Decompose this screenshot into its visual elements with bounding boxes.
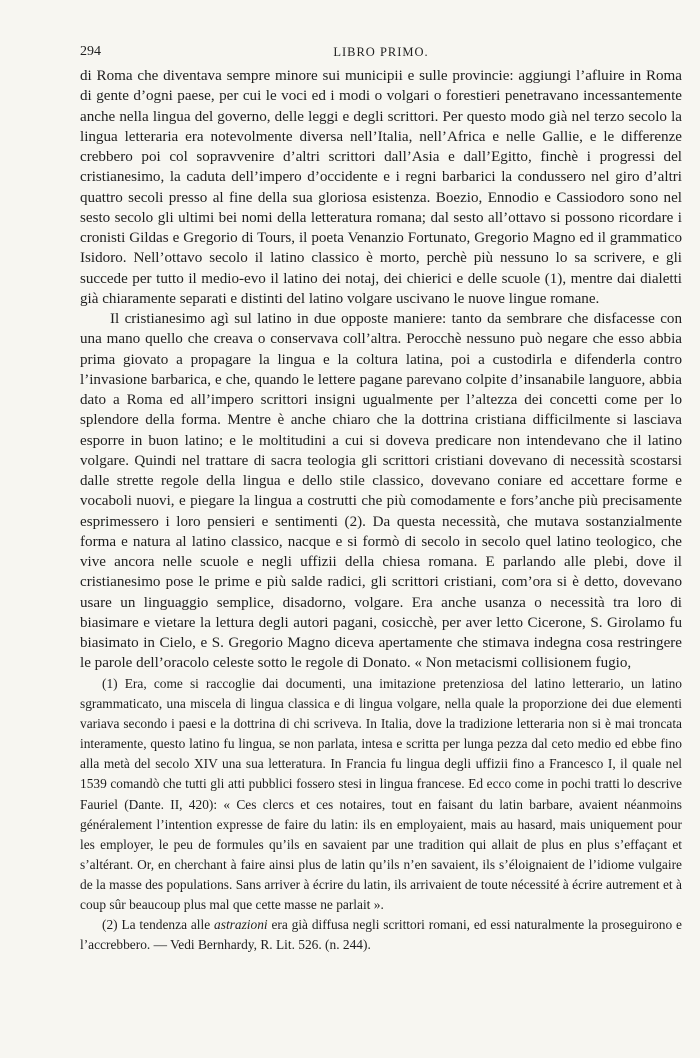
running-title: LIBRO PRIMO. <box>333 45 429 59</box>
footnote-2-text-end: era già diffusa negli scrittori romani, ed essi naturalmente la proseguirono e l’accrebbero. — Vedi Bernhardy, R. Lit. 526. (n. 244). <box>80 917 682 953</box>
footnote-2-text-start: (2) La tendenza alle <box>102 917 215 933</box>
footnote-1: (1) Era, come si raccoglie dai documenti, una imitazione pretenziosa del latino letterario, un latino sgrammaticato, una miscela di lingua classica e di lingua volgare, nella quale la proporzione dei due elementi variava secondo i paesi e la dottrina di chi scriveva. In Italia, dove la tradizione letteraria non si è mai troncata interamente, questo latino fu lingua, se non parlata, intesa e scritta per lunga pezza dal ceto medio ed ebbe fino alla metà del secolo XIV una sua letteratura. In Francia fu lingua degli uffizii fino a Francesco I, il quale nel 1539 comandò che tutti gli atti pubblici fossero stesi in lingua francese. Ed ecco come in pochi tratti lo descrive Fauriel (Dante. II, 420): « Ces clercs et ces notaires, tout en faisant du latin barbare, avaient néanmoins généralement l’intention expresse de faire du latin: ils en employaient, mais au hasard, mais uniquement pour les employer, le peu de formules qu’ils en savaient par une tradition qui allait de plus en plus s’effaçant et s’altérant. Or, en cherchant à faire ainsi plus de latin qu’ils n’en savaient, ils s’éloignaient de l’idiome vulgaire de la masse des populations. Sans arriver à écrire du latin, ils arrivaient de toute nécessité à écrire autrement et à coup sûr beaucoup plus mal que cette masse ne parlait ». <box>80 676 682 913</box>
footnote-2-emphasis: astrazioni <box>214 917 268 933</box>
paragraph-continued: di Roma che diventava sempre minore sui municipii e sulle provincie: aggiungi l’afluire in Roma di gente d’ogni paese, per cui le voci ed i modi o volgari o forestieri penetravano incessantemente anche nella lingua del governo, delle leggi e degli scrittori. Per questo modo già nel terzo secolo la lingua letteraria era notevolmente diversa nell’Italia, nell’Africa e nelle Gallie, e le differenze crebbero poi col sopravvenire d’altri scrittori dall’Asia e dall’Egitto, finchè i progressi del cristianesimo, la caduta dell’impero d’occidente e i regni barbarici la condussero nel giro d’altri quattro secoli presso al fine della sua gloriosa esistenza. Boezio, Ennodio e Cassiodoro sono nel sesto secolo gli ultimi bei nomi della letteratura romana; dal sesto all’ottavo si possono ricordare i cronisti Gildas e Gregorio di Tours, il poeta Venanzio Fortunato, Gregorio Magno ed il grammatico Isidoro. Nell’ottavo secolo il latino classico è morto, perchè più nessuno lo sa scrivere, e gli succede per tutto il medio-evo il latino dei notaj, dei chierici e delle scuole (1), mentre dai dialetti già chiaramente separati e distinti del latino volgare uscivano le nuove lingue romane. <box>80 68 682 307</box>
footnote-2 <box>80 915 682 955</box>
page-number: 294 <box>80 44 101 59</box>
main-text <box>80 66 682 674</box>
footnotes <box>80 674 682 955</box>
paragraph: Il cristianesimo agì sul latino in due opposte maniere: tanto da sembrare che disfacesse con una mano quello che creava o conservava coll’altra. Perocchè nessuno può negare che esso abbia prima giovato a propagare la lingua e la coltura latina, poi a custodirla e difenderla contro l’invasione barbarica, e che, quando le lettere pagane parevano colpite d’insanabile languore, abbia dato a Roma ed all’impero scrittori insigni ugualmente per l’altezza dei concetti come per lo splendore della forma. Mentre è anche chiaro che la dottrina cristiana difficilmente si lasciava esporre in buon latino; e le moltitudini a cui si doveva predicare non intendevano che il latino volgare. Quindi nel trattare di sacra teologia gli scrittori cristiani dovevano di necessità scostarsi dalle strette regole della lingua e dello stile classico, dovevano coniare ed accettare forme e vocaboli nuovi, e piegare la lingua a costrutti che più comodamente e fors’anche più precisamente esprimessero i loro pensieri e sentimenti (2). Da questa necessità, che mutava sostanzialmente forma e natura al latino classico, nacque e si formò di secolo in secolo quel latino teologico, che vive ancora nelle scuole e negli uffizii della chiesa romana. E parlando alle plebi, dove il cristianesimo pose le prime e più salde radici, gli scrittori cristiani, com’ora si è detto, dovevano usare un linguaggio semplice, disadorno, volgare. Era anche usanza o necessità tra loro di biasimare e vietare la lettura degli autori pagani, cosicchè, per aver letto Cicerone, S. Girolamo fu biasimato in Cielo, e S. Gregorio Magno diceva apertamente che stimava indegna cosa restringere le parole dell’oracolo celeste sotto le regole di Donato. « Non metacismi collisionem fugio, <box>80 311 682 672</box>
running-head <box>80 44 682 66</box>
